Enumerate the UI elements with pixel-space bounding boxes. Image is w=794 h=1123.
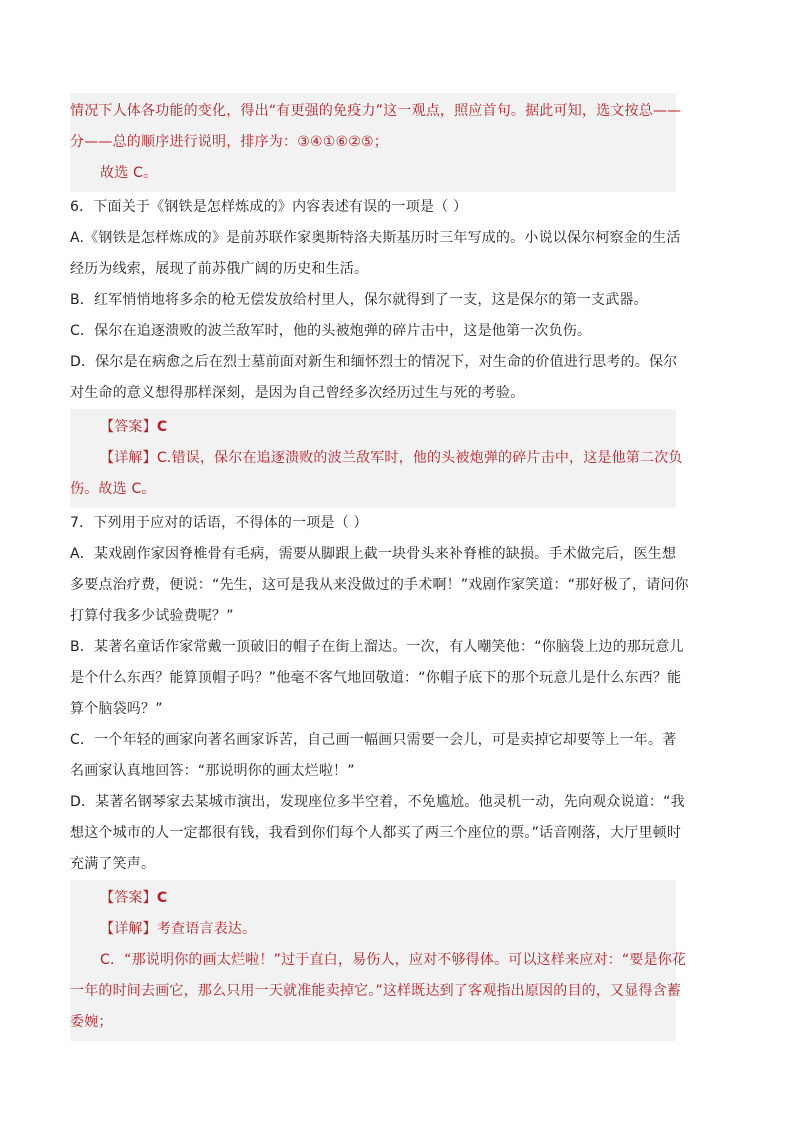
- detail-tag: 【详解】: [100, 921, 157, 937]
- document-page: [70, 93, 689, 1041]
- answer-value: C: [156, 890, 168, 906]
- option-a-cont: 多要点治疗费，便说：“先生，这可是我从来没做过的手术啊！”戏剧作家笑道：“那好极了，请问你: [70, 577, 689, 593]
- option-a-cont: 经历为线索，展现了前苏俄广阔的历史和生活。: [70, 261, 369, 277]
- detail-text: C.错误，保尔在追逐溃败的波兰敌军时，他的头被炮弹的碎片击中，这是他第二次负: [156, 450, 683, 466]
- answer-line: [70, 883, 676, 914]
- option-a: A．某戏剧作家因脊椎骨有毛病，需要从脚跟上截一块骨头来补脊椎的缺损。手术做完后，医生想: [70, 546, 677, 562]
- option-b: B．某著名童话作家常戴一顶破旧的帽子在街上溜达。一次，有人嘲笑他：“你脑袋上边的那玩意儿: [70, 639, 684, 655]
- explanation-line: 一年的时间去画它，那么只用一天就准能卖掉它。”这样既达到了客观指出原因的目的，又显得含蓄: [70, 983, 682, 999]
- answer-line: [70, 412, 676, 443]
- detail-line-cont: 伤。故选 C。: [70, 481, 156, 497]
- option-d-cont: 充满了笑声。: [70, 856, 156, 872]
- answer-box-q7: [70, 880, 687, 1041]
- option-a-cont: 打算付我多少试验费呢？”: [70, 608, 234, 624]
- option-c: C．一个年轻的画家向著名画家诉苦，自己画一幅画只需要一会儿，可是卖掉它却要等上一年。著: [70, 732, 677, 748]
- explanation-line: 委婉；: [70, 1014, 113, 1030]
- option-d: D．某著名钢琴家去某城市演出，发现座位多半空着，不免尴尬。他灵机一动，先向观众说道：“我: [70, 794, 685, 810]
- option-d-cont: 想这个城市的人一定都很有钱，我看到你们每个人都买了两三个座位的票。”话音刚落，大厅里顿时: [70, 825, 682, 841]
- detail-line: [70, 443, 683, 474]
- option-b-cont: 算个脑袋吗？”: [70, 701, 163, 717]
- answer-value: C: [156, 419, 168, 435]
- option-d-cont: 对生命的意义想得那样深刻，是因为自己曾经多次经历过生与死的考验。: [70, 385, 525, 401]
- question-6: [70, 192, 681, 409]
- detail-tag: 【详解】: [100, 450, 157, 466]
- answer-tag: 【答案】: [100, 419, 157, 435]
- analysis-box-q5: [70, 93, 682, 192]
- analysis-line: 分——总的顺序进行说明，排序为：③④①⑥②⑤；: [70, 134, 388, 150]
- detail-line: [70, 914, 676, 945]
- analysis-line: 情况下人体各功能的变化，得出“有更强的免疫力”这一观点，照应首句。据此可知，选文按总——: [70, 103, 682, 119]
- option-b: B．红军悄悄地将多余的枪无偿发放给村里人，保尔就得到了一支，这是保尔的第一支武器。: [70, 292, 648, 308]
- option-c-cont: 名画家认真地回答：“那说明你的画太烂啦！”: [70, 763, 355, 779]
- option-c: C．保尔在追逐溃败的波兰敌军时，他的头被炮弹的碎片击中，这是他第一次负伤。: [70, 323, 592, 339]
- question-7: [70, 508, 689, 880]
- answer-box-q6: [70, 409, 683, 508]
- question-stem: 7．下列用于应对的话语，不得体的一项是（ ）: [70, 515, 368, 531]
- option-d: D．保尔是在病愈之后在烈士墓前面对新生和缅怀烈士的情况下，对生命的价值进行思考的。保尔: [70, 354, 678, 370]
- answer-tag: 【答案】: [100, 890, 157, 906]
- detail-text: 考查语言表达。: [156, 921, 257, 937]
- analysis-line: 故选 C。: [100, 165, 158, 181]
- option-a: A.《钢铁是怎样炼成的》是前苏联作家奥斯特洛夫斯基历时三年写成的。小说以保尔柯察金的生活: [70, 230, 681, 246]
- option-b-cont: 是个什么东西？能算顶帽子吗？”他毫不客气地回敬道：“你帽子底下的那个玩意儿是什么东西？能: [70, 670, 682, 686]
- explanation-line: C．“那说明你的画太烂啦！”过于直白，易伤人，应对不够得体。可以这样来应对：“要是你花: [100, 952, 687, 968]
- question-stem: 6．下面关于《钢铁是怎样炼成的》内容表述有误的一项是（ ）: [70, 199, 468, 215]
